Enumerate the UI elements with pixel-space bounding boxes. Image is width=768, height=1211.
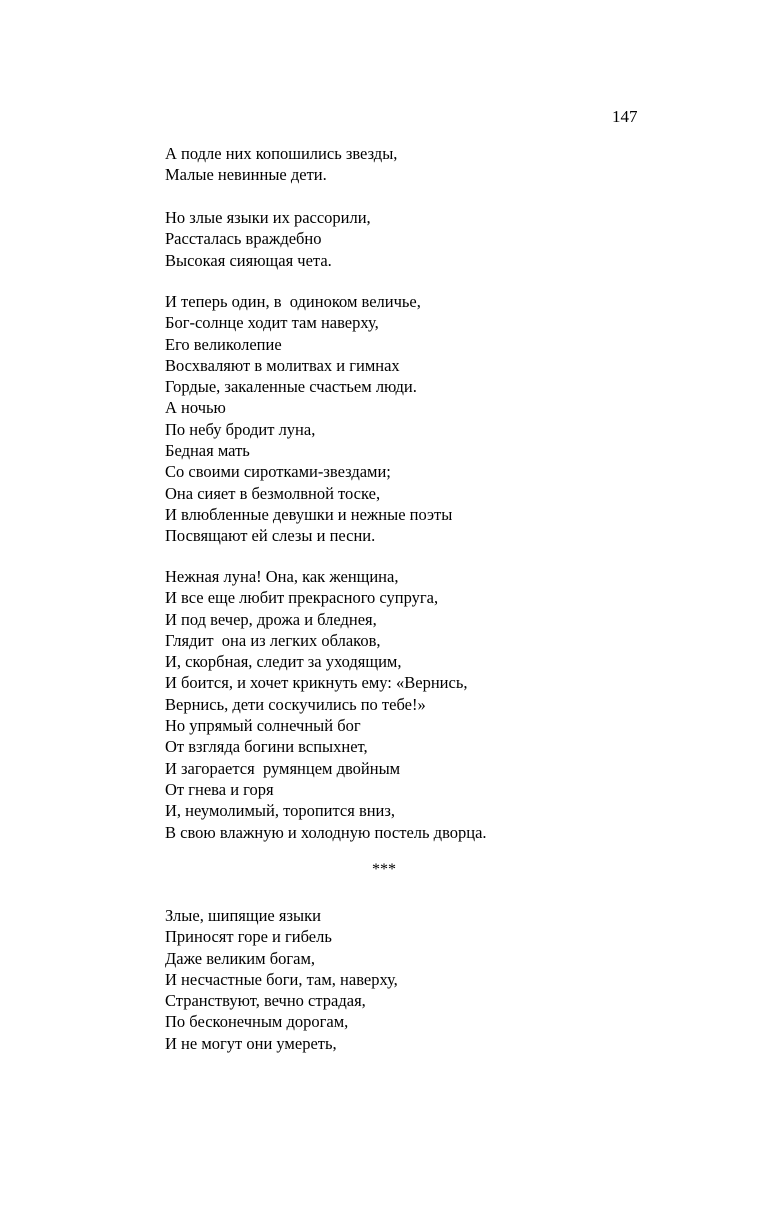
verse-line: И влюбленные девушки и нежные поэты bbox=[165, 504, 453, 524]
verse-line: Высокая сияющая чета. bbox=[165, 250, 332, 270]
verse-line: По бесконечным дорогам, bbox=[165, 1012, 349, 1032]
verse-line: И под вечер, дрожа и бледнея, bbox=[165, 609, 377, 629]
stanza-5 bbox=[165, 905, 398, 1054]
verse-line: И не могут они умереть, bbox=[165, 1033, 337, 1053]
verse-line: Гордые, закаленные счастьем люди. bbox=[165, 377, 417, 397]
verse-line: И загорается румянцем двойным bbox=[165, 758, 401, 778]
verse-line: И несчастные боги, там, наверху, bbox=[165, 969, 398, 989]
verse-line: Но упрямый солнечный бог bbox=[165, 716, 361, 736]
verse-line: Даже великим богам, bbox=[165, 948, 316, 968]
verse-line: И, неумолимый, торопится вниз, bbox=[165, 801, 396, 821]
verse-line: Его великолепие bbox=[165, 334, 282, 354]
verse-line: И теперь один, в одиноком величье, bbox=[165, 292, 421, 311]
verse-line: Она сияет в безмолвной тоске, bbox=[165, 483, 381, 503]
verse-line: Глядит она из легких облаков, bbox=[165, 630, 381, 650]
verse-line: Рассталась враждебно bbox=[165, 229, 322, 249]
verse-line: Бог-солнце ходит там наверху, bbox=[165, 313, 379, 333]
verse-line: Злые, шипящие языки bbox=[165, 906, 321, 925]
verse-line: Вернись, дети соскучились по тебе!» bbox=[165, 694, 426, 714]
verse-line: Приносят горе и гибель bbox=[165, 927, 332, 947]
verse-line: Бедная мать bbox=[165, 441, 250, 461]
verse-line: Но злые языки их рассорили, bbox=[165, 208, 371, 227]
verse-line: Малые невинные дети. bbox=[165, 165, 327, 185]
verse-line: И боится, и хочет крикнуть ему: «Вернись, bbox=[165, 673, 468, 693]
verse-line: Нежная луна! Она, как женщина, bbox=[165, 567, 399, 586]
verse-line: По небу бродит луна, bbox=[165, 419, 316, 439]
verse-line: И, скорбная, следит за уходящим, bbox=[165, 652, 402, 672]
section-separator: *** bbox=[372, 861, 396, 878]
stanza-2 bbox=[165, 207, 371, 271]
verse-line: Странствуют, вечно страдая, bbox=[165, 991, 366, 1011]
verse-line: А подле них копошились звезды, bbox=[165, 144, 398, 163]
page-number: 147 bbox=[612, 107, 638, 126]
verse-line: От гнева и горя bbox=[165, 779, 274, 799]
verse-line: От взгляда богини вспыхнет, bbox=[165, 737, 368, 757]
verse-line: А ночью bbox=[165, 398, 226, 418]
stanza-1 bbox=[165, 143, 397, 186]
verse-line: Восхваляют в молитвах и гимнах bbox=[165, 355, 400, 375]
stanza-4 bbox=[165, 566, 487, 843]
stanza-3 bbox=[165, 291, 452, 547]
verse-line: И все еще любит прекрасного супруга, bbox=[165, 588, 439, 608]
verse-line: Со своими сиротками-звездами; bbox=[165, 462, 391, 482]
verse-line: В свою влажную и холодную постель дворца. bbox=[165, 822, 487, 842]
verse-line: Посвящают ей слезы и песни. bbox=[165, 526, 376, 546]
